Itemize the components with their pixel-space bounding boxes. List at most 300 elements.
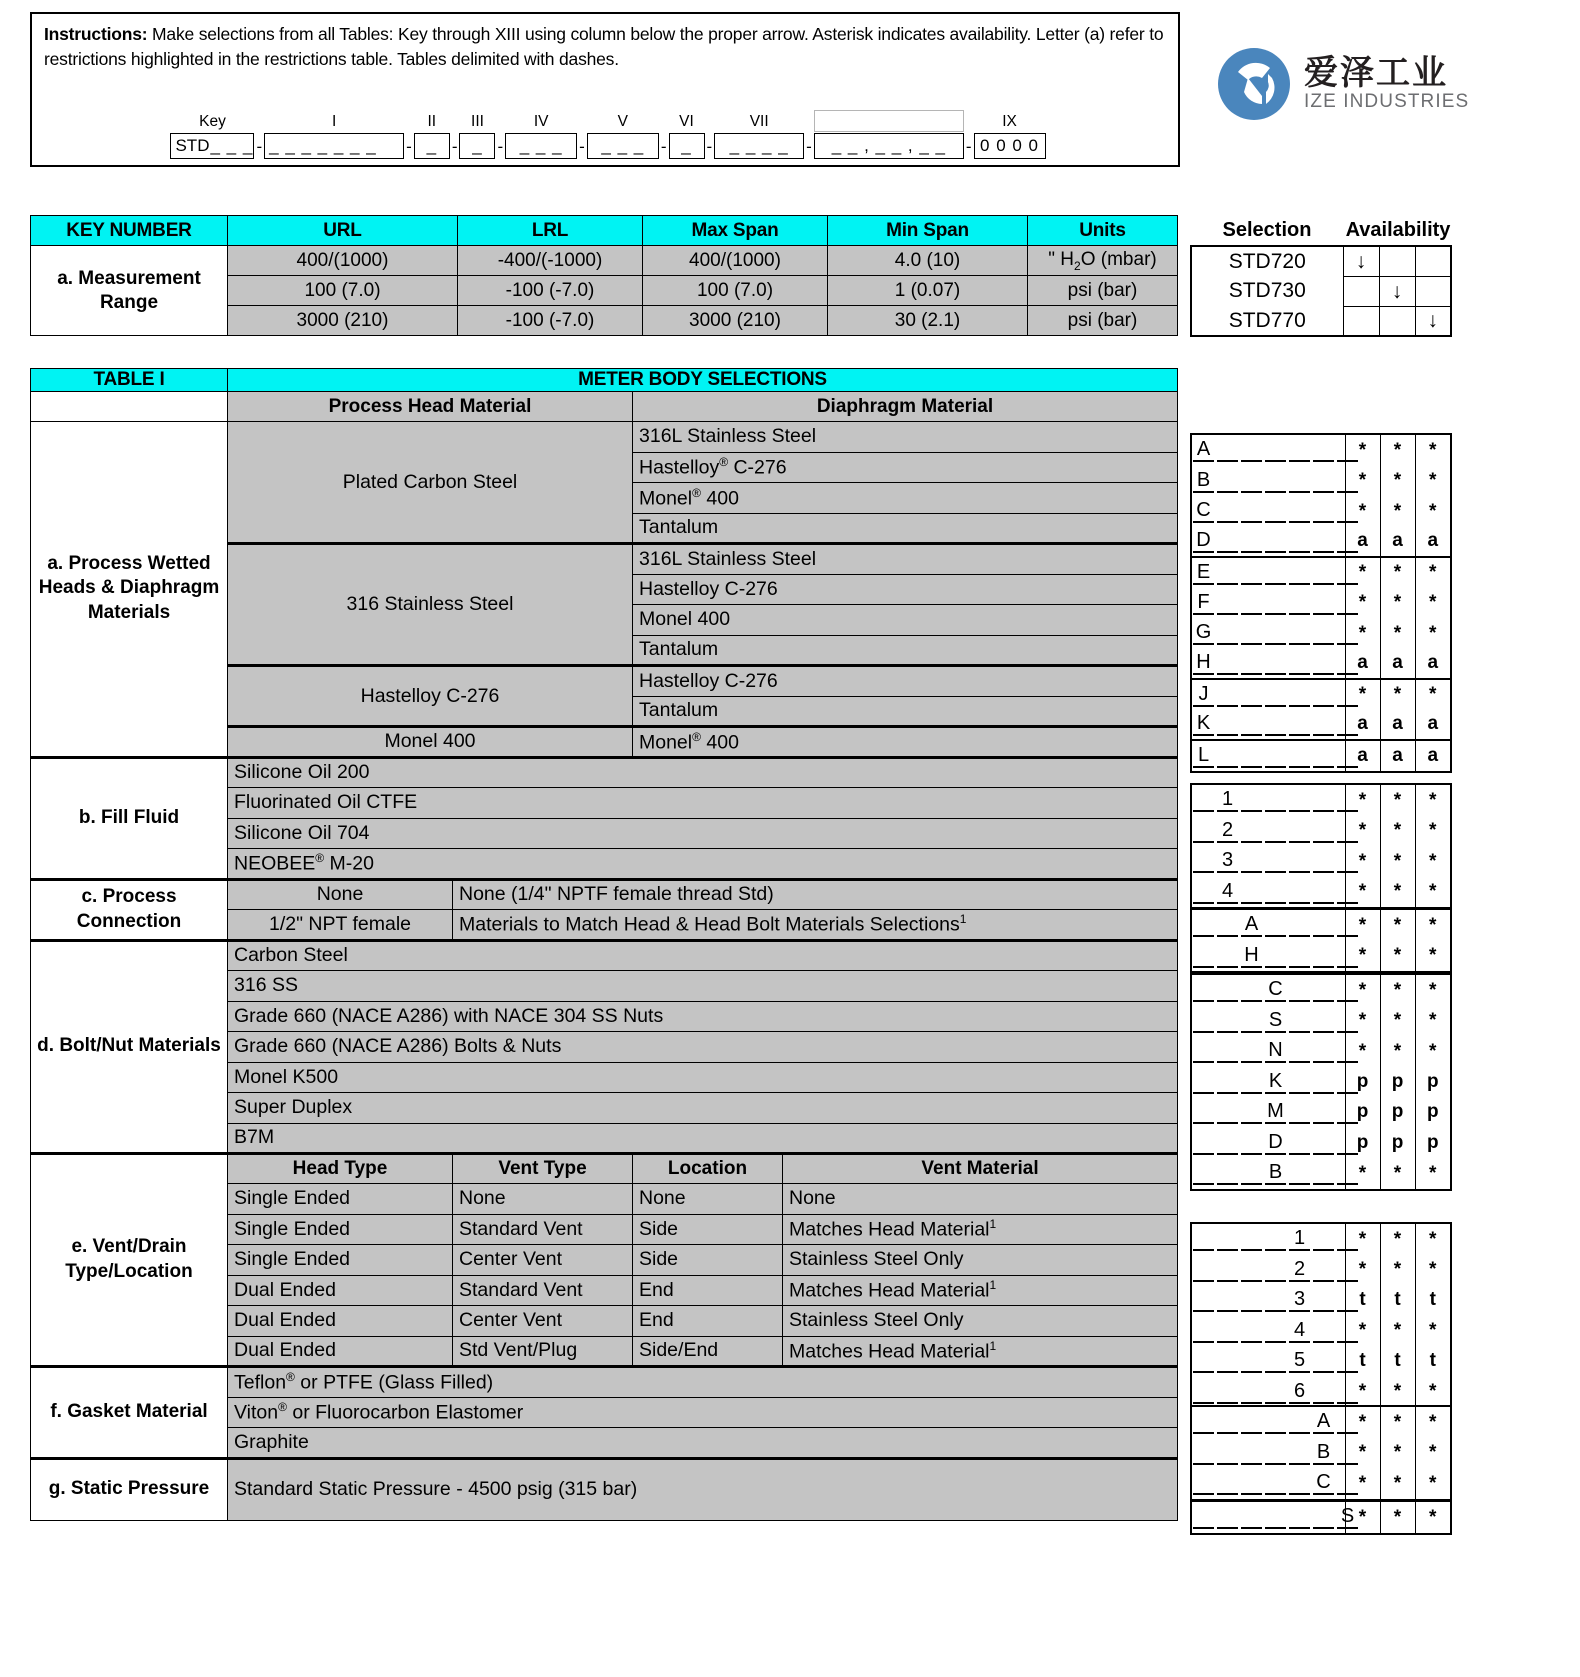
avail-vent6-1: * xyxy=(1345,1377,1380,1408)
key-section-measurement-range: a. Measurement Range xyxy=(31,246,228,336)
table-i-label: TABLE I xyxy=(31,369,228,392)
avail-e-3: * xyxy=(1429,562,1437,584)
vent-type-6: Std Vent/Plug xyxy=(453,1336,633,1367)
avail-static-1: * xyxy=(1345,1502,1380,1533)
code-segment-vii xyxy=(714,114,804,159)
avail-gaskb-3: * xyxy=(1429,1442,1437,1464)
bolt-nut-3: Grade 660 (NACE A286) with NACE 304 SS Nuts xyxy=(228,1001,1178,1032)
avail-fill3-2: * xyxy=(1380,846,1415,877)
selection-code-bolt-b[interactable]: B xyxy=(1192,1158,1345,1189)
key-cell-minspan-1: 4.0 (10) xyxy=(828,246,1028,276)
vent-col-location: Location xyxy=(633,1154,783,1184)
selection-row[interactable] xyxy=(1192,1285,1450,1316)
code-sep-4: - xyxy=(497,137,504,156)
table-row xyxy=(31,1154,1178,1184)
logo-glyph-icon xyxy=(1218,48,1290,120)
avail-boltc-2: * xyxy=(1380,975,1415,1006)
code-box-iv[interactable] xyxy=(505,133,577,159)
selection-code-k[interactable]: K xyxy=(1192,710,1345,741)
selection-code-vent-3[interactable]: 3 xyxy=(1192,1285,1345,1316)
avail-vent2-2: * xyxy=(1380,1255,1415,1286)
process-conn-right-2-text: Materials to Match Head & Head Bolt Materials Selections xyxy=(459,913,960,936)
key-cell-units-3: psi (bar) xyxy=(1028,306,1178,336)
selection-row[interactable] xyxy=(1192,1502,1450,1533)
selection-code-gasket-b[interactable]: B xyxy=(1192,1438,1345,1469)
code-box-ix[interactable] xyxy=(974,133,1046,159)
selection-code-bolt-d[interactable]: D xyxy=(1192,1128,1345,1159)
avail-vent2-1: * xyxy=(1345,1255,1380,1286)
avail-gaska-2: * xyxy=(1380,1407,1415,1438)
avail-f-1: * xyxy=(1345,588,1380,619)
selection-row[interactable] xyxy=(1192,1128,1450,1159)
key-cell-minspan-3: 30 (2.1) xyxy=(828,306,1028,336)
selection-code-fill-2[interactable]: 2 xyxy=(1192,816,1345,847)
vent-type-2: Standard Vent xyxy=(453,1214,633,1245)
key-availability-header: Availability xyxy=(1345,218,1451,241)
vent-head-type-4: Dual Ended xyxy=(228,1275,453,1306)
header-area xyxy=(0,0,1580,185)
bolt-nut-6: Super Duplex xyxy=(228,1093,1178,1124)
avail-c-3: * xyxy=(1429,500,1437,522)
selection-row[interactable] xyxy=(1192,975,1450,1006)
vent-head-type-2: Single Ended xyxy=(228,1214,453,1245)
selection-code-g[interactable]: G xyxy=(1192,618,1345,649)
vent-material-2-text: Matches Head Material xyxy=(789,1218,990,1241)
code-label-vii: VII xyxy=(749,113,769,130)
vent-material-6 xyxy=(783,1336,1178,1367)
avail-static-2: * xyxy=(1380,1502,1415,1533)
avail-h-2: a xyxy=(1380,649,1415,680)
selection-row[interactable] xyxy=(1192,618,1450,649)
code-sep-7: - xyxy=(706,137,713,156)
vent-type-4: Standard Vent xyxy=(453,1275,633,1306)
key-selection-header: Selection xyxy=(1222,218,1312,241)
key-selection-code-std770[interactable]: STD770 xyxy=(1191,306,1343,336)
logo-name-cn: 爱泽工业 xyxy=(1304,53,1448,92)
avail-boltd-1: p xyxy=(1345,1128,1380,1159)
key-number-table xyxy=(30,215,1178,336)
avail-bolts-2: * xyxy=(1380,1006,1415,1037)
key-cell-maxspan-1: 400/(1000) xyxy=(643,246,828,276)
avail-j-2: * xyxy=(1380,679,1415,710)
key-cell-lrl-2: -100 (-7.0) xyxy=(458,276,643,306)
selection-group-static-pressure xyxy=(1190,1500,1452,1535)
vent-location-3: Side xyxy=(633,1245,783,1276)
selection-code-fill-4[interactable]: 4 xyxy=(1192,877,1345,908)
key-availability-blank-3 xyxy=(1343,276,1379,306)
selection-row[interactable] xyxy=(1192,649,1450,680)
vent-head-type-1: Single Ended xyxy=(228,1184,453,1215)
code-sep-1: - xyxy=(256,137,263,156)
diaphragm-e: 316L Stainless Steel xyxy=(633,544,1178,575)
table-row xyxy=(31,940,1178,971)
key-selection-panel xyxy=(1190,215,1452,337)
avail-boltb-1: * xyxy=(1345,1158,1380,1189)
selection-code-conn-a[interactable]: A xyxy=(1192,910,1345,941)
selection-group-fill-fluid xyxy=(1190,783,1452,909)
process-conn-right-1: None (1/4" NPTF female thread Std) xyxy=(453,879,1178,910)
section-b-fill-fluid: b. Fill Fluid xyxy=(31,757,228,879)
selection-row[interactable] xyxy=(1192,1224,1450,1255)
key-availability-blank-6 xyxy=(1379,306,1415,336)
selection-code-bolt-c[interactable]: C xyxy=(1192,975,1345,1006)
avail-boltk-1: p xyxy=(1345,1067,1380,1098)
diaphragm-g: Monel 400 xyxy=(633,605,1178,636)
code-segment-v xyxy=(587,114,659,159)
selection-code-vent-1[interactable]: 1 xyxy=(1192,1224,1345,1255)
code-dashes-blank: _ _ , _ _ , _ _ xyxy=(831,136,946,155)
table-i-empty-corner xyxy=(31,392,228,422)
diaphragm-j: Hastelloy C-276 xyxy=(633,666,1178,697)
selection-row[interactable] xyxy=(1192,527,1450,558)
process-conn-right-2 xyxy=(453,910,1178,941)
avail-boltm-2: p xyxy=(1380,1097,1415,1128)
avail-fill3-3: * xyxy=(1429,850,1437,872)
key-selection-row[interactable] xyxy=(1191,276,1451,306)
avail-fill2-1: * xyxy=(1345,816,1380,847)
model-code-diagram xyxy=(32,110,1178,159)
code-sep-2: - xyxy=(406,137,412,156)
avail-fill3-1: * xyxy=(1345,846,1380,877)
avail-k-2: a xyxy=(1380,710,1415,741)
selection-code-h[interactable]: H xyxy=(1192,649,1345,680)
avail-boltd-2: p xyxy=(1380,1128,1415,1159)
code-dashes-vi: _ xyxy=(681,136,692,155)
avail-e-2: * xyxy=(1380,557,1415,588)
code-segment-iii xyxy=(459,114,495,159)
avail-c-2: * xyxy=(1380,496,1415,527)
selection-row[interactable] xyxy=(1192,1255,1450,1286)
avail-vent4-2: * xyxy=(1380,1316,1415,1347)
selection-code-e[interactable]: E xyxy=(1192,557,1345,588)
selection-row[interactable] xyxy=(1192,1346,1450,1377)
section-c-process-connection: c. Process Connection xyxy=(31,879,228,940)
footnote-ref-3: 1 xyxy=(989,1278,997,1292)
key-cell-lrl-1: -400/(-1000) xyxy=(458,246,643,276)
avail-bolts-3: * xyxy=(1429,1010,1437,1032)
selection-code-d[interactable]: D xyxy=(1192,527,1345,558)
key-cell-maxspan-2: 100 (7.0) xyxy=(643,276,828,306)
avail-d-1: a xyxy=(1345,527,1380,558)
selection-code-conn-h[interactable]: H xyxy=(1192,941,1345,972)
code-dashes-iii: _ xyxy=(472,136,483,155)
key-cell-url-3: 3000 (210) xyxy=(228,306,458,336)
section-a-process-wetted: a. Process Wetted Heads & Diaphragm Materials xyxy=(31,422,228,758)
selection-row[interactable] xyxy=(1192,588,1450,619)
footnote-ref-4: 1 xyxy=(989,1338,997,1353)
avail-f-2: * xyxy=(1380,588,1415,619)
key-cell-minspan-2: 1 (0.07) xyxy=(828,276,1028,306)
code-label-iv: IV xyxy=(533,113,549,130)
selection-code-gasket-a[interactable]: A xyxy=(1192,1407,1345,1438)
selection-code-j[interactable]: J xyxy=(1192,679,1345,710)
diaphragm-l: Monel® 400 xyxy=(633,727,1178,758)
code-dashes-vii: _ _ _ _ xyxy=(729,136,789,155)
selection-code-vent-4[interactable]: 4 xyxy=(1192,1316,1345,1347)
selection-code-a[interactable]: A xyxy=(1192,435,1345,466)
avail-a-2: * xyxy=(1380,435,1415,466)
selection-row[interactable] xyxy=(1192,1407,1450,1438)
logo-text xyxy=(1304,55,1469,114)
avail-l-3: a xyxy=(1427,744,1439,766)
key-cell-units-2: psi (bar) xyxy=(1028,276,1178,306)
avail-conna-3: * xyxy=(1429,914,1437,936)
logo-circle-icon xyxy=(1218,48,1290,120)
table-row xyxy=(31,879,1178,910)
avail-fill1-1: * xyxy=(1345,785,1380,816)
code-box-iii[interactable] xyxy=(459,133,495,159)
avail-conna-2: * xyxy=(1380,910,1415,941)
key-availability-blank-2 xyxy=(1415,246,1451,276)
fill-fluid-3: Silicone Oil 704 xyxy=(228,818,1178,849)
vent-location-6: Side/End xyxy=(633,1336,783,1367)
selection-row[interactable] xyxy=(1192,910,1450,941)
selection-row[interactable] xyxy=(1192,877,1450,908)
head-material-316-stainless: 316 Stainless Steel xyxy=(228,544,633,666)
selection-row[interactable] xyxy=(1192,557,1450,588)
avail-h-1: a xyxy=(1345,649,1380,680)
vent-col-vent-type: Vent Type xyxy=(453,1154,633,1184)
selection-row[interactable] xyxy=(1192,1468,1450,1499)
avail-l-2: a xyxy=(1380,740,1415,771)
avail-connh-3: * xyxy=(1429,945,1437,967)
selection-code-static-s[interactable]: S xyxy=(1192,1502,1345,1533)
avail-b-1: * xyxy=(1345,466,1380,497)
table-i-colheader-row xyxy=(31,392,1178,422)
selection-code-bolt-m[interactable]: M xyxy=(1192,1097,1345,1128)
code-segment-key xyxy=(170,114,254,159)
key-header-lrl: LRL xyxy=(458,216,643,246)
avail-vent1-2: * xyxy=(1380,1224,1415,1255)
selection-code-vent-5[interactable]: 5 xyxy=(1192,1346,1345,1377)
avail-boltn-2: * xyxy=(1380,1036,1415,1067)
avail-j-3: * xyxy=(1429,684,1437,706)
vent-material-4 xyxy=(783,1275,1178,1306)
selection-row[interactable] xyxy=(1192,740,1450,771)
code-dashes-ii: _ xyxy=(426,136,438,155)
diaphragm-k: Tantalum xyxy=(633,696,1178,727)
head-material-plated-carbon-steel: Plated Carbon Steel xyxy=(228,422,633,544)
avail-j-1: * xyxy=(1345,679,1380,710)
avail-fill1-3: * xyxy=(1429,789,1437,811)
code-sep-8: - xyxy=(806,137,812,156)
selection-code-c[interactable]: C xyxy=(1192,496,1345,527)
code-segment-ix xyxy=(974,114,1046,159)
selection-group-bolt-nut xyxy=(1190,973,1452,1191)
key-selection-code-std730[interactable]: STD730 xyxy=(1191,276,1343,306)
code-box-ii[interactable] xyxy=(414,133,450,159)
avail-gaskb-2: * xyxy=(1380,1438,1415,1469)
code-label-ii: II xyxy=(427,113,437,130)
diaphragm-d: Tantalum xyxy=(633,513,1178,544)
selection-row[interactable] xyxy=(1192,941,1450,972)
vent-type-5: Center Vent xyxy=(453,1306,633,1337)
selection-code-gasket-c[interactable]: C xyxy=(1192,1468,1345,1499)
avail-boltn-1: * xyxy=(1345,1036,1380,1067)
vent-type-3: Center Vent xyxy=(453,1245,633,1276)
selection-row[interactable] xyxy=(1192,1158,1450,1189)
avail-boltc-3: * xyxy=(1429,979,1437,1001)
avail-fill4-1: * xyxy=(1345,877,1380,908)
code-prefix-std: STD xyxy=(175,136,210,155)
selection-row[interactable] xyxy=(1192,1438,1450,1469)
bolt-nut-1: Carbon Steel xyxy=(228,940,1178,971)
table-row xyxy=(31,422,1178,453)
key-header-keynumber: KEY NUMBER xyxy=(31,216,228,246)
key-table-header-row xyxy=(31,216,1178,246)
avail-gaskc-1: * xyxy=(1345,1468,1380,1499)
avail-a-1: * xyxy=(1345,435,1380,466)
avail-boltm-3: p xyxy=(1426,1101,1439,1123)
avail-a-3: * xyxy=(1429,439,1437,461)
avail-k-1: a xyxy=(1345,710,1380,741)
selection-row[interactable] xyxy=(1192,679,1450,710)
process-conn-left-1: None xyxy=(228,879,453,910)
key-selection-row[interactable] xyxy=(1191,246,1451,276)
key-header-url: URL xyxy=(228,216,458,246)
key-cell-url-2: 100 (7.0) xyxy=(228,276,458,306)
key-availability-arrow-3: ↓ xyxy=(1415,306,1451,336)
gasket-3: Graphite xyxy=(228,1428,1178,1459)
avail-boltk-2: p xyxy=(1380,1067,1415,1098)
avail-bolts-1: * xyxy=(1345,1006,1380,1037)
code-box-vii[interactable] xyxy=(714,133,804,159)
selection-code-bolt-s[interactable]: S xyxy=(1192,1006,1345,1037)
instructions-text xyxy=(32,14,1178,72)
process-conn-left-2: 1/2" NPT female xyxy=(228,910,453,941)
code-label-i: I xyxy=(331,113,337,130)
selection-row[interactable] xyxy=(1192,1097,1450,1128)
code-dashes-i: _ _ _ _ _ _ _ xyxy=(269,136,377,155)
code-box-v[interactable] xyxy=(587,133,659,159)
selection-code-f[interactable]: F xyxy=(1192,588,1345,619)
table-i-meter-body xyxy=(30,368,1178,1521)
selection-code-fill-1[interactable]: 1 xyxy=(1192,785,1345,816)
key-selection-row[interactable] xyxy=(1191,306,1451,336)
vent-location-1: None xyxy=(633,1184,783,1215)
vent-location-5: End xyxy=(633,1306,783,1337)
head-material-monel: Monel 400 xyxy=(228,727,633,758)
avail-vent4-3: * xyxy=(1429,1320,1437,1342)
avail-b-2: * xyxy=(1380,466,1415,497)
avail-boltb-2: * xyxy=(1380,1158,1415,1189)
code-box-i[interactable] xyxy=(264,133,404,159)
selection-row[interactable] xyxy=(1192,785,1450,816)
key-header-maxspan: Max Span xyxy=(643,216,828,246)
vent-type-1: None xyxy=(453,1184,633,1215)
bolt-nut-5: Monel K500 xyxy=(228,1062,1178,1093)
avail-l-1: a xyxy=(1345,740,1380,771)
avail-vent5-3: t xyxy=(1429,1350,1436,1372)
diaphragm-b: Hastelloy® C-276 xyxy=(633,452,1178,483)
avail-gaska-1: * xyxy=(1345,1407,1380,1438)
avail-fill4-3: * xyxy=(1429,881,1437,903)
selection-code-fill-3[interactable]: 3 xyxy=(1192,846,1345,877)
key-header-units: Units xyxy=(1028,216,1178,246)
selection-group-gasket xyxy=(1190,1405,1452,1501)
vent-head-type-3: Single Ended xyxy=(228,1245,453,1276)
head-material-hastelloy: Hastelloy C-276 xyxy=(228,666,633,727)
selection-row[interactable] xyxy=(1192,496,1450,527)
selection-row[interactable] xyxy=(1192,1036,1450,1067)
selection-code-bolt-n[interactable]: N xyxy=(1192,1036,1345,1067)
vent-material-6-text: Matches Head Material xyxy=(789,1340,990,1362)
avail-f-3: * xyxy=(1429,592,1437,614)
key-availability-arrow-1: ↓ xyxy=(1343,246,1379,276)
bolt-nut-2: 316 SS xyxy=(228,971,1178,1002)
selection-row[interactable] xyxy=(1192,846,1450,877)
selection-row[interactable] xyxy=(1192,1006,1450,1037)
selection-row[interactable] xyxy=(1192,1377,1450,1408)
code-box-key[interactable] xyxy=(170,133,254,159)
avail-boltc-1: * xyxy=(1345,975,1380,1006)
selection-row[interactable] xyxy=(1192,466,1450,497)
avail-static-3: * xyxy=(1429,1506,1437,1528)
selection-row[interactable] xyxy=(1192,710,1450,741)
avail-connh-2: * xyxy=(1380,941,1415,972)
vent-material-2 xyxy=(783,1214,1178,1245)
avail-vent3-1: t xyxy=(1345,1285,1380,1316)
code-segment-vi xyxy=(669,114,705,159)
vent-col-head-type: Head Type xyxy=(228,1154,453,1184)
avail-vent6-3: * xyxy=(1429,1381,1437,1403)
code-label-blank-box xyxy=(814,110,964,132)
avail-g-1: * xyxy=(1345,618,1380,649)
diaphragm-h: Tantalum xyxy=(633,635,1178,666)
fill-fluid-4: NEOBEE® M-20 xyxy=(228,849,1178,880)
key-availability-blank-1 xyxy=(1379,246,1415,276)
code-sep-3: - xyxy=(451,137,458,156)
table-i-title-row xyxy=(31,369,1178,392)
selection-code-b[interactable]: B xyxy=(1192,466,1345,497)
selection-row[interactable] xyxy=(1192,435,1450,466)
key-selection-code-std720[interactable]: STD720 xyxy=(1191,246,1343,276)
avail-vent1-3: * xyxy=(1429,1228,1437,1250)
key-availability-blank-5 xyxy=(1343,306,1379,336)
avail-fill2-2: * xyxy=(1380,816,1415,847)
avail-vent4-1: * xyxy=(1345,1316,1380,1347)
selection-row[interactable] xyxy=(1192,1067,1450,1098)
key-cell-maxspan-3: 3000 (210) xyxy=(643,306,828,336)
vent-material-1: None xyxy=(783,1184,1178,1215)
diaphragm-a: 316L Stainless Steel xyxy=(633,422,1178,453)
selection-code-vent-6[interactable]: 6 xyxy=(1192,1377,1345,1408)
avail-boltm-1: p xyxy=(1345,1097,1380,1128)
code-label-vi: VI xyxy=(679,113,694,130)
selection-row[interactable] xyxy=(1192,816,1450,847)
avail-k-3: a xyxy=(1415,710,1450,741)
selection-group-process-connection xyxy=(1190,908,1452,973)
selection-code-bolt-k[interactable]: K xyxy=(1192,1067,1345,1098)
code-box-vi[interactable] xyxy=(669,133,705,159)
code-segment-ii xyxy=(414,114,450,159)
code-segment-iv xyxy=(505,114,577,159)
col-header-process-head-material: Process Head Material xyxy=(228,392,633,422)
code-sep-6: - xyxy=(660,137,667,156)
code-box-blank[interactable] xyxy=(814,133,964,159)
selection-code-l[interactable]: L xyxy=(1192,740,1345,771)
avail-e-1: * xyxy=(1345,557,1380,588)
avail-fill2-3: * xyxy=(1429,820,1437,842)
selection-code-vent-2[interactable]: 2 xyxy=(1192,1255,1345,1286)
code-label-iii: III xyxy=(471,113,484,130)
avail-fill1-2: * xyxy=(1380,785,1415,816)
code-dashes-v: _ _ _ xyxy=(601,136,645,155)
selection-row[interactable] xyxy=(1192,1316,1450,1347)
key-header-minspan: Min Span xyxy=(828,216,1028,246)
vent-location-2: Side xyxy=(633,1214,783,1245)
avail-d-3: a xyxy=(1415,527,1450,558)
